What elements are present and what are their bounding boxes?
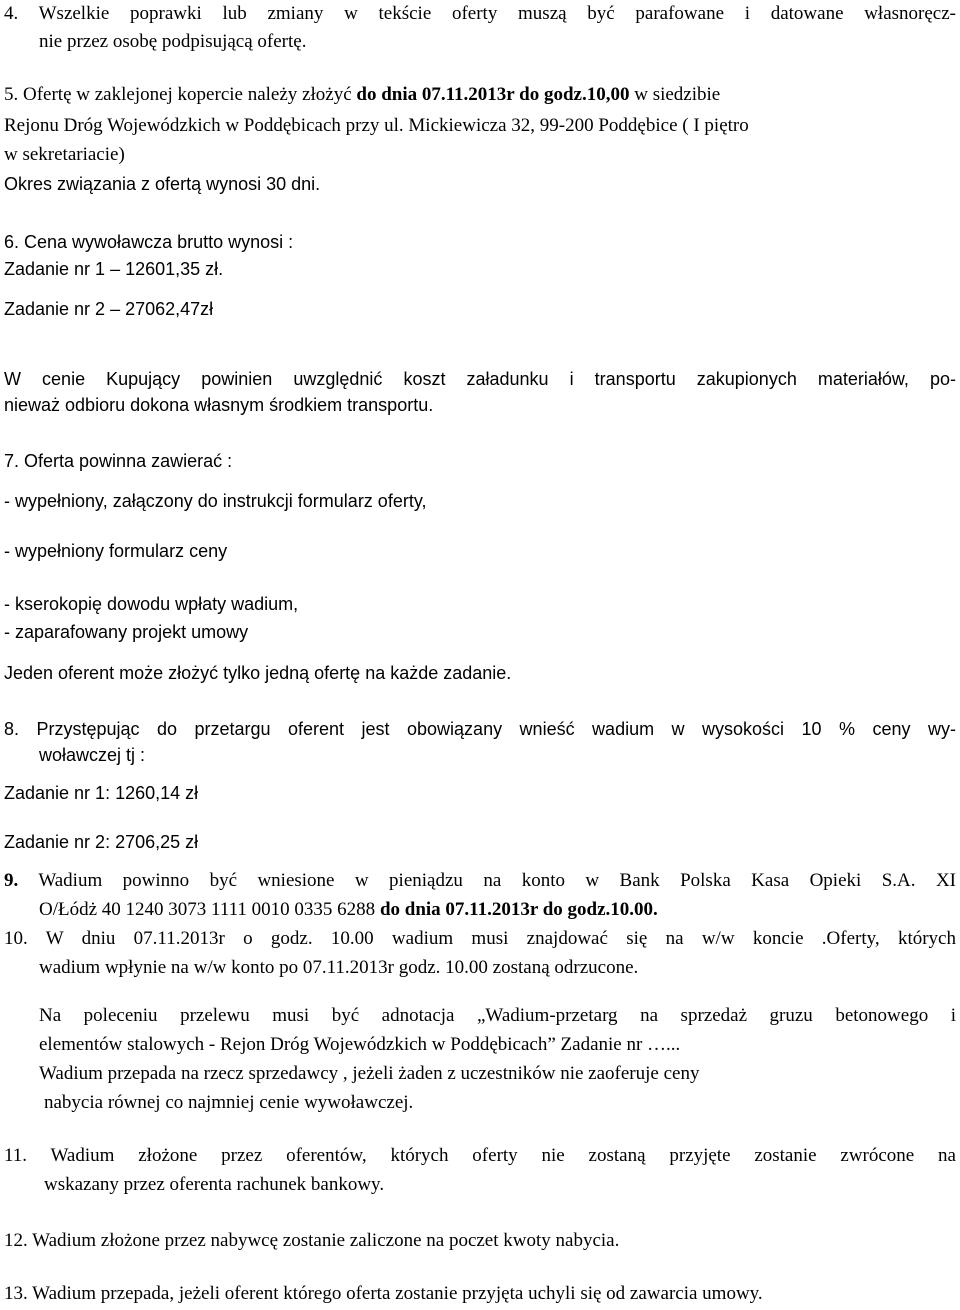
point-7-heading: 7. Oferta powinna zawierać : [4, 451, 233, 471]
point-8-line-1: 8. Przystępując do przetargu oferent jest obowiązany wnieść wadium w wysokości 10 % ceny wy- [4, 719, 956, 739]
point-9-line-1 [4, 867, 956, 895]
point-9-text: Wadium powinno być wniesione w pieniądzu na konto w Bank Polska Kasa Opieki S.A. XI [18, 870, 956, 891]
point-13: 13. Wadium przepada, jeżeli oferent którego oferta zostanie przyjęta uchyli się od zawarcia umowy. [4, 1283, 763, 1304]
point-11-line-2: wskazany przez oferenta rachunek bankowy. [44, 1174, 385, 1195]
point-5-line-1 [4, 81, 720, 109]
point-9-deadline: do dnia 07.11.2013r do godz.10.00. [379, 899, 658, 920]
requirement-deposit-copy: - kserokopię dowodu wpłaty wadium, [4, 594, 299, 614]
point-6-heading: 6. Cena wywoławcza brutto wynosi : [4, 232, 294, 252]
one-offer-rule: Jeden oferent może złożyć tylko jedną ofertę na każde zadanie. [4, 663, 512, 683]
point-8-line-2: woławczej tj : [39, 745, 146, 765]
price-task-1: Zadanie nr 1 – 12601,35 zł. [4, 259, 224, 279]
point-11-line-1: 11. Wadium złożone przez oferentów, których oferty nie zostaną przyjęte zostanie zwrócone na [4, 1145, 956, 1166]
point-4-line-1: 4. Wszelkie poprawki lub zmiany w tekście oferty muszą być parafowane i datowane własnoręcz- [4, 3, 956, 24]
binding-period: Okres związania z ofertą wynosi 30 dni. [4, 174, 321, 194]
transfer-note-line-3: Wadium przepada na rzecz sprzedawcy , jeżeli żaden z uczestników nie zaoferuje ceny [39, 1063, 700, 1084]
point-5-text: 5. Ofertę w zaklejonej kopercie należy złożyć [4, 84, 357, 105]
point-5-line-2: Rejonu Dróg Wojewódzkich w Poddębicach przy ul. Mickiewicza 32, 99-200 Poddębice ( I piętro [4, 115, 749, 136]
requirement-contract-draft: - zaparafowany projekt umowy [4, 622, 249, 642]
deposit-task-2: Zadanie nr 2: 2706,25 zł [4, 832, 199, 852]
point-4-line-2: nie przez osobę podpisującą ofertę. [39, 31, 307, 52]
requirement-price-form: - wypełniony formularz ceny [4, 541, 228, 561]
bank-account: O/Łódż 40 1240 3073 1111 0010 0335 6288 [39, 899, 380, 920]
point-6-note-line-2: nieważ odbioru dokona własnym środkiem transportu. [4, 395, 434, 415]
point-9-line-2 [39, 896, 658, 924]
price-task-2: Zadanie nr 2 – 27062,47zł [4, 299, 214, 319]
point-10-line-1: 10. W dniu 07.11.2013r o godz. 10.00 wadium musi znajdować się na w/w koncie .Oferty, których [4, 928, 956, 949]
requirement-offer-form: - wypełniony, załączony do instrukcji formularz oferty, [4, 491, 427, 511]
point-9-number: 9. [4, 870, 19, 891]
point-5-deadline: do dnia 07.11.2013r do godz.10,00 [356, 84, 630, 105]
transfer-note-line-4: nabycia równej co najmniej cenie wywoławczej. [44, 1092, 414, 1113]
point-5-text-end: w siedzibie [629, 84, 721, 105]
point-12: 12. Wadium złożone przez nabywcę zostanie zaliczone na poczet kwoty nabycia. [4, 1230, 620, 1251]
point-6-note-line-1: W cenie Kupujący powinien uwzględnić koszt załadunku i transportu zakupionych materiałów, po- [4, 369, 956, 389]
point-5-line-3: w sekretariacie) [4, 144, 125, 165]
transfer-note-line-2: elementów stalowych - Rejon Dróg Wojewódzkich w Poddębicach” Zadanie nr …... [39, 1034, 681, 1055]
transfer-note-line-1: Na poleceniu przelewu musi być adnotacja „Wadium-przetarg na sprzedaż gruzu betonowego i [39, 1005, 956, 1026]
deposit-task-1: Zadanie nr 1: 1260,14 zł [4, 783, 199, 803]
point-10-line-2: wadium wpłynie na w/w konto po 07.11.2013r godz. 10.00 zostaną odrzucone. [39, 957, 639, 978]
